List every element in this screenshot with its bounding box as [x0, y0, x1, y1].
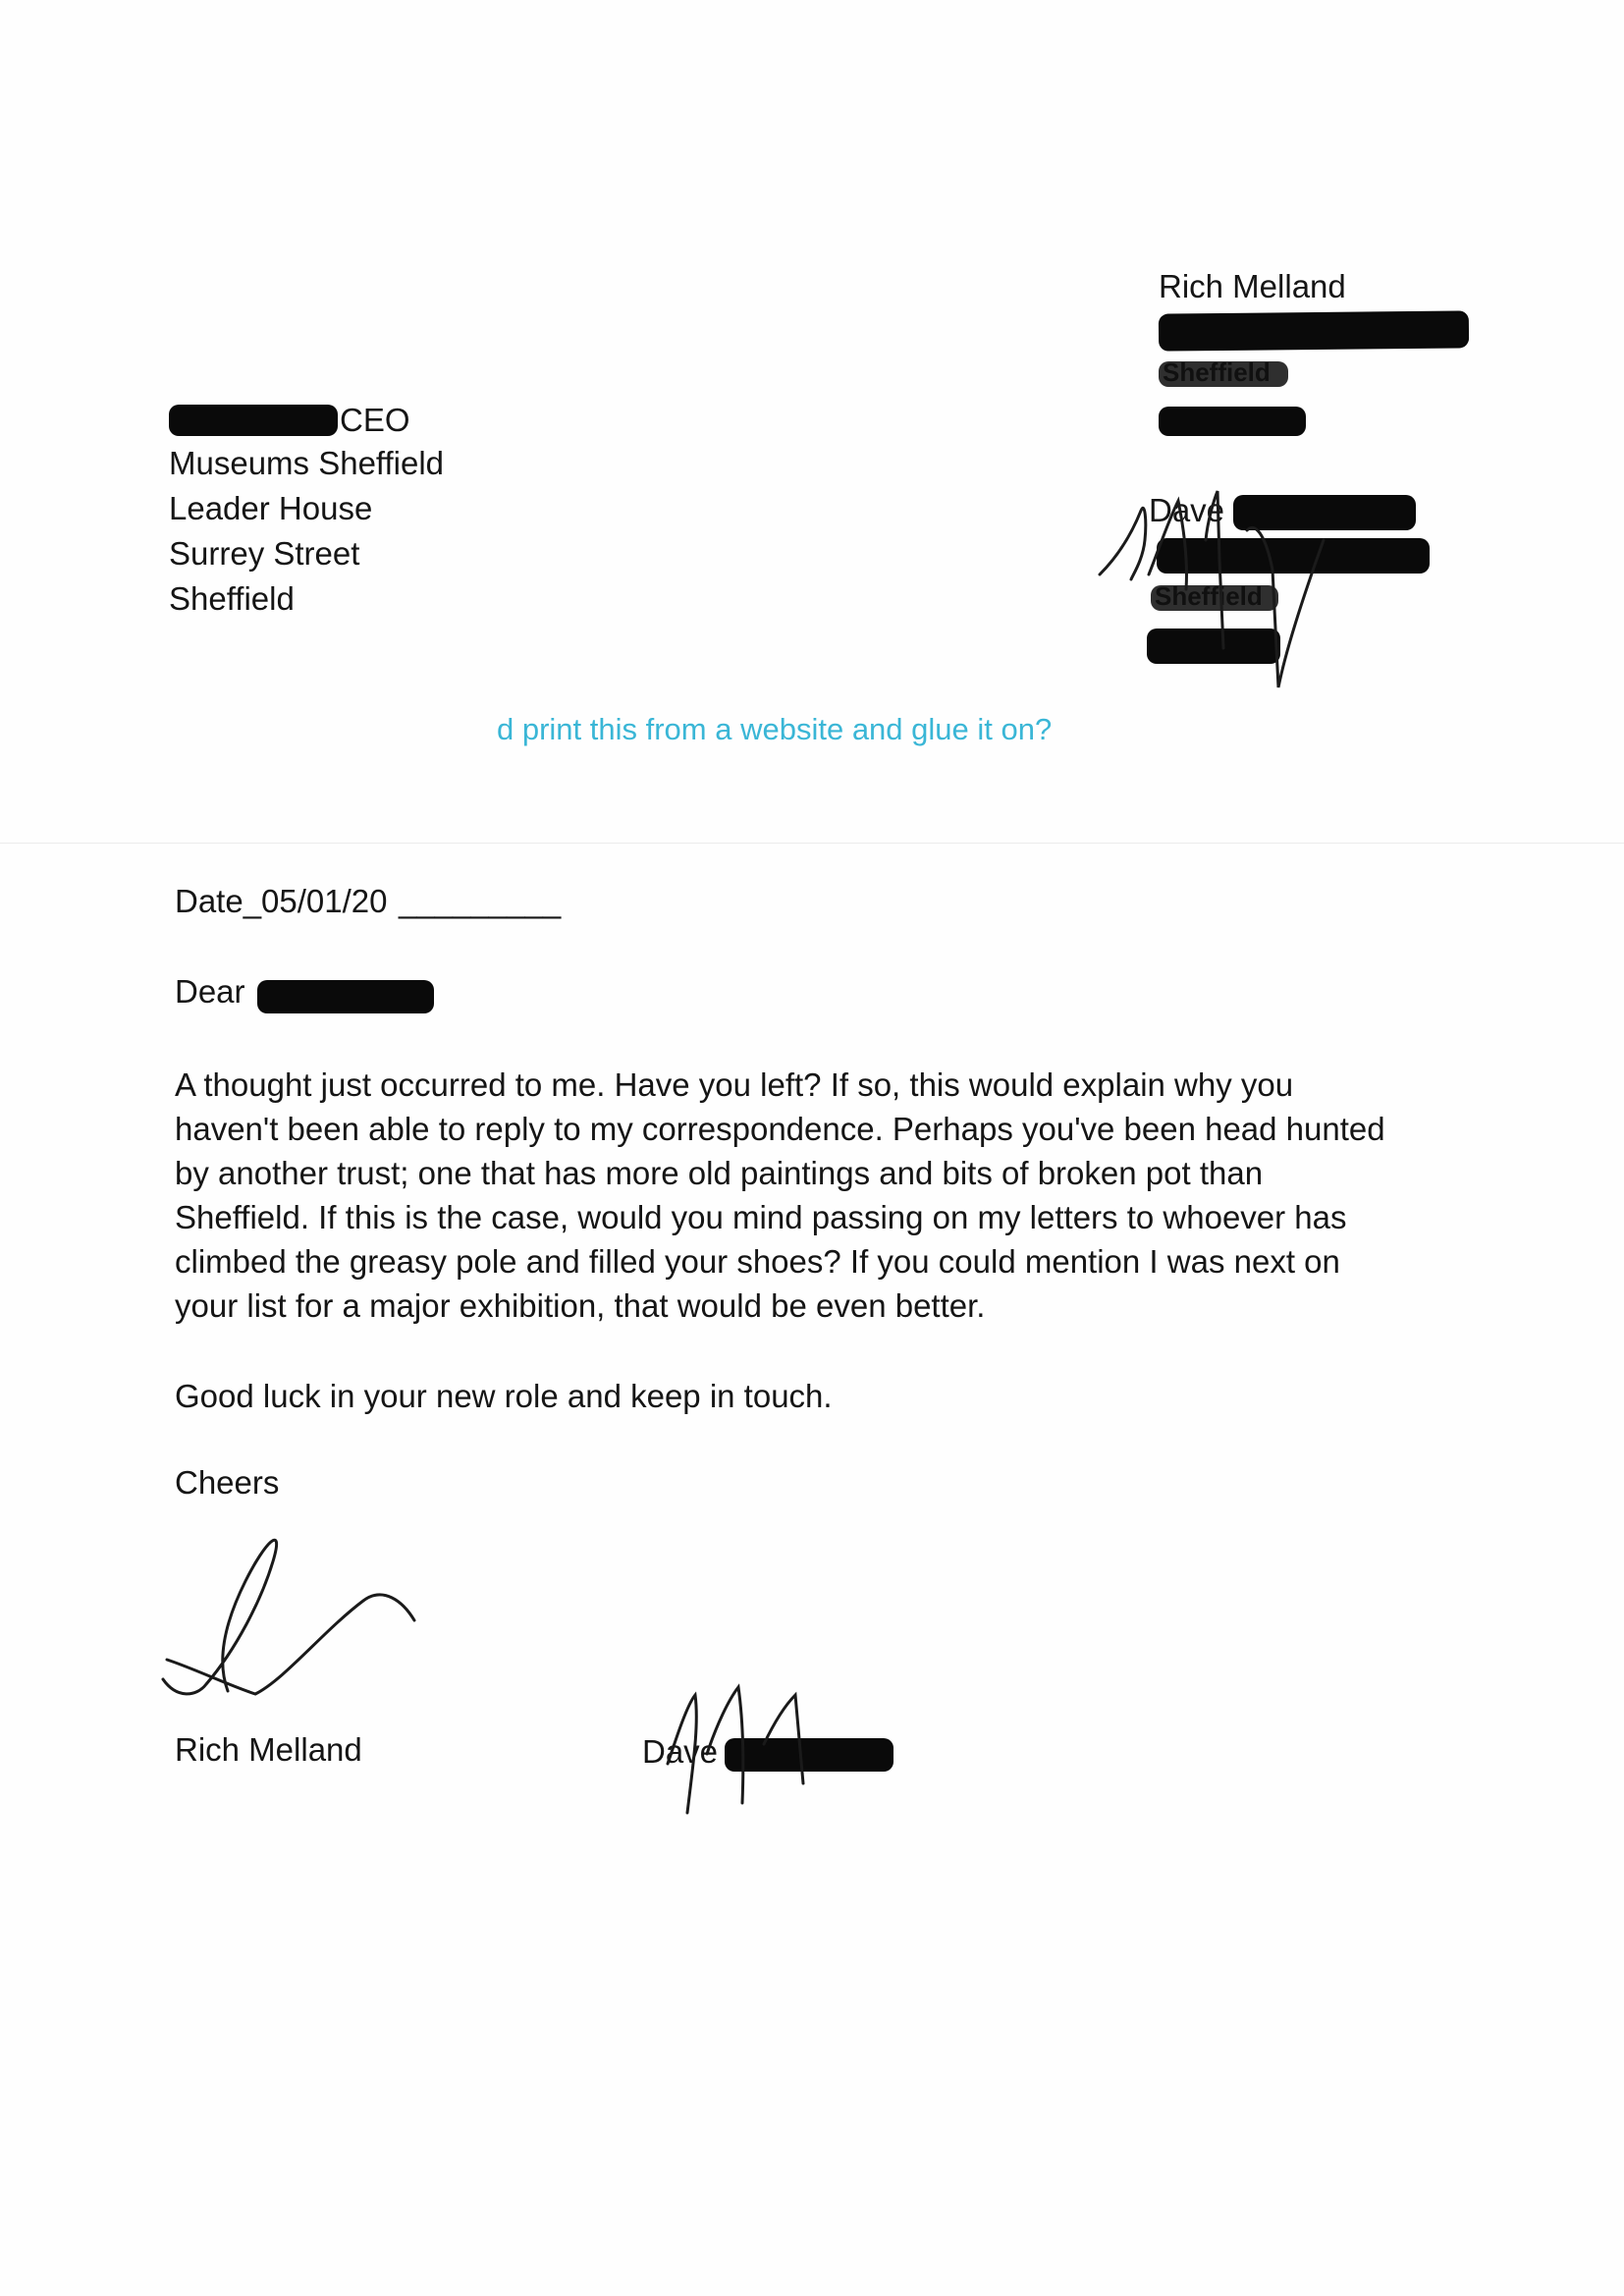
recipient-building: Leader House — [169, 490, 373, 526]
signature-name-rich: Rich Melland — [175, 1731, 362, 1768]
body-line-4: Sheffield. If this is the case, would you mind passing on my letters to whoever has — [175, 1199, 1347, 1235]
letter-body — [175, 1063, 1461, 1328]
body-line-5: climbed the greasy pole and filled your shoes? If you could mention I was next on — [175, 1243, 1340, 1280]
sender-name: Rich Melland — [1159, 268, 1346, 304]
body-line-3: by another trust; one that has more old paintings and bits of broken pot than — [175, 1155, 1264, 1191]
recipient-city: Sheffield — [169, 580, 295, 617]
recipient-street: Surrey Street — [169, 535, 360, 572]
salutation: Dear — [175, 973, 245, 1010]
redacted-salutation-name — [257, 980, 434, 1013]
recipient-organisation: Museums Sheffield — [169, 445, 445, 481]
second-sender-prefix: Dave — [1149, 492, 1225, 528]
signature-dave — [648, 1675, 884, 1823]
date-label: Date_05/01/20 — [175, 883, 388, 919]
signature-rich — [157, 1512, 432, 1728]
redacted-sender-street — [1159, 310, 1469, 351]
sign-off: Cheers — [175, 1464, 280, 1501]
redacted-recipient-name — [169, 405, 338, 436]
date-blank-line: _________ — [399, 883, 562, 919]
body-line-6: your list for a major exhibition, that would be even better. — [175, 1287, 986, 1324]
closing-line: Good luck in your new role and keep in touch. — [175, 1378, 833, 1414]
paste-edge-divider — [0, 843, 1624, 844]
header-signature-dave — [1090, 481, 1404, 697]
redacted-sender-postcode — [1159, 407, 1306, 436]
redacted-sender-city — [1159, 361, 1288, 387]
body-line-2: haven't been able to reply to my correspondence. Perhaps you've been head hunted — [175, 1111, 1385, 1147]
pasted-website-note: d print this from a website and glue it on? — [497, 712, 1053, 746]
body-line-1: A thought just occurred to me. Have you left? If so, this would explain why you — [175, 1066, 1294, 1103]
recipient-title: CEO — [340, 402, 410, 438]
signature-prefix-dave: Dave — [642, 1733, 719, 1770]
